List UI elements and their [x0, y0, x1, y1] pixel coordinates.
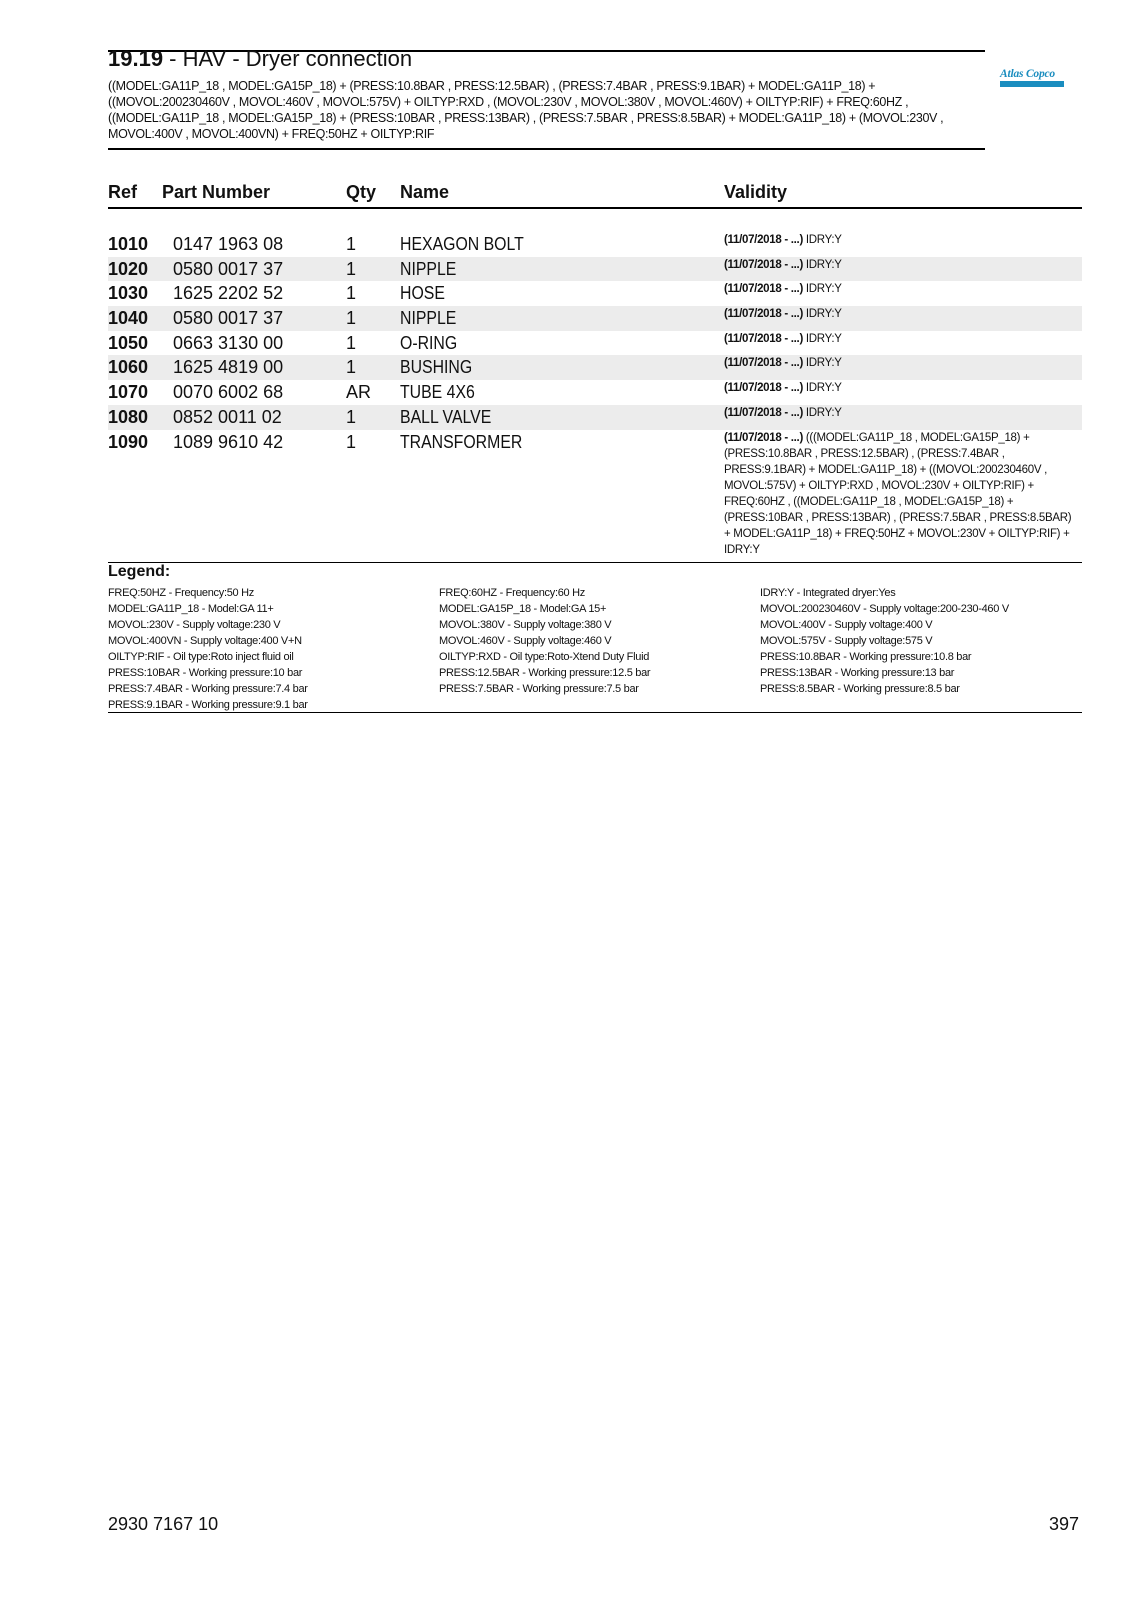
validity-text: IDRY:Y [805, 234, 842, 246]
legend-item: PRESS:7.5BAR - Working pressure:7.5 bar [439, 683, 639, 695]
col-header-validity: Validity [724, 182, 788, 202]
table-row [108, 306, 1082, 331]
legend-item: PRESS:7.4BAR - Working pressure:7.4 bar [108, 683, 308, 695]
parts-table [108, 232, 1082, 558]
row-part-number: 1625 4819 00 [173, 357, 284, 378]
row-ref: 1050 [108, 332, 149, 353]
legend-item: MODEL:GA11P_18 - Model:GA 11+ [108, 603, 274, 615]
table-row [108, 380, 1082, 405]
legend-item: PRESS:10.8BAR - Working pressure:10.8 bar [760, 651, 972, 663]
col-header-qty: Qty [346, 182, 377, 202]
row-qty: 1 [346, 258, 357, 279]
row-ref: 1080 [108, 406, 149, 427]
row-qty: 1 [346, 431, 357, 452]
section-number: 19.19 [108, 46, 164, 71]
row-validity [724, 405, 1076, 421]
section-title [108, 47, 412, 71]
legend-column-2 [439, 585, 650, 697]
row-part-number: 0580 0017 37 [173, 258, 284, 279]
row-qty: 1 [346, 357, 357, 378]
row-name: O-RING [400, 332, 458, 353]
legend-item: MOVOL:460V - Supply voltage:460 V [439, 635, 612, 647]
row-name: TUBE 4X6 [400, 382, 475, 403]
legend-item: MOVOL:575V - Supply voltage:575 V [760, 635, 933, 647]
legend-item: MOVOL:230V - Supply voltage:230 V [108, 619, 281, 631]
legend-item: PRESS:9.1BAR - Working pressure:9.1 bar [108, 699, 308, 711]
legend-item: PRESS:12.5BAR - Working pressure:12.5 bar [439, 667, 651, 679]
validity-text: IDRY:Y [805, 406, 842, 419]
row-name: NIPPLE [400, 308, 457, 329]
validity-date: (11/07/2018 - ...) [724, 283, 803, 296]
legend-bottom-rule [108, 712, 1082, 713]
table-row [108, 232, 1082, 257]
row-name: BALL VALVE [400, 406, 492, 427]
validity-date: (11/07/2018 - ...) [724, 357, 803, 370]
table-row [108, 355, 1082, 380]
col-header-part-number: Part Number [162, 182, 271, 202]
header-bottom-rule [108, 148, 985, 150]
validity-text: IDRY:Y [805, 258, 842, 271]
legend-item: MOVOL:200230460V - Supply voltage:200-230-460 V [760, 603, 1009, 615]
validity-date: (11/07/2018 - ...) [724, 431, 803, 444]
row-ref: 1020 [108, 258, 149, 279]
row-validity [724, 430, 1076, 558]
legend-column-3 [760, 585, 1009, 697]
logo-bar [1000, 81, 1064, 87]
row-validity [724, 380, 1076, 396]
atlas-copco-logo [1000, 68, 1064, 87]
legend-item: OILTYP:RIF - Oil type:Roto inject fluid oil [108, 651, 294, 663]
row-name: HEXAGON BOLT [400, 234, 524, 254]
legend-title: Legend: [108, 563, 171, 580]
row-validity [724, 355, 1076, 371]
row-ref: 1070 [108, 382, 149, 403]
legend-item: FREQ:50HZ - Frequency:50 Hz [108, 587, 254, 599]
section-conditions: ((MODEL:GA11P_18 , MODEL:GA15P_18) + (PRESS:10.8BAR , PRESS:12.5BAR) , (PRESS:7.4BAR , PRESS:9.1BAR) + MODEL:GA11P_18) + ((MOVOL:200230460V , MOVOL:460V , MOVOL:575V) + OILTYP:RXD , (MOVOL:230V , MOVOL:380V , MOVOL:460V) + OILTYP:RIF) + FREQ:60HZ , ((MODEL:GA11P_18 , MODEL:GA15P_18) + (PRESS:10BAR , PRESS:13BAR) , (PRESS:7.5BAR , PRESS:8.5BAR) + MODEL:GA11P_18) + (MOVOL:230V , MOVOL:400V , MOVOL:400VN) + FREQ:50HZ + OILTYP:RIF [108, 79, 944, 141]
legend-item: MOVOL:380V - Supply voltage:380 V [439, 619, 612, 631]
table-row [108, 430, 1082, 558]
row-name: NIPPLE [400, 258, 457, 279]
legend-item: PRESS:10BAR - Working pressure:10 bar [108, 667, 303, 679]
table-row [108, 281, 1082, 306]
row-part-number: 0580 0017 37 [173, 308, 284, 329]
validity-text: IDRY:Y [805, 357, 842, 370]
row-validity [724, 257, 1076, 273]
logo-wordmark: Atlas Copco [1000, 68, 1055, 80]
row-qty: 1 [346, 406, 357, 427]
legend-column-1 [108, 585, 308, 713]
validity-date: (11/07/2018 - ...) [724, 332, 803, 345]
row-part-number: 0852 0011 02 [173, 406, 282, 427]
legend-item: FREQ:60HZ - Frequency:60 Hz [439, 587, 585, 599]
row-part-number: 0663 3130 00 [173, 332, 284, 353]
legend-item: MOVOL:400V - Supply voltage:400 V [760, 619, 933, 631]
row-validity [724, 281, 1076, 297]
col-header-ref: Ref [108, 182, 138, 202]
legend-top-rule [108, 562, 1082, 563]
table-header-rule [108, 207, 1082, 209]
row-name: HOSE [400, 283, 445, 304]
validity-text: IDRY:Y [805, 332, 842, 345]
row-part-number: 0070 6002 68 [173, 382, 284, 403]
validity-text: IDRY:Y [805, 308, 842, 321]
legend-item: IDRY:Y - Integrated dryer:Yes [760, 587, 896, 599]
legend-item: OILTYP:RXD - Oil type:Roto-Xtend Duty Fluid [439, 651, 650, 663]
document-number: 2930 7167 10 [108, 1514, 219, 1534]
validity-text: IDRY:Y [805, 382, 842, 395]
validity-date: (11/07/2018 - ...) [724, 406, 803, 419]
col-header-name: Name [400, 182, 450, 202]
row-qty: 1 [346, 332, 357, 353]
row-ref: 1030 [108, 283, 149, 304]
row-qty: 1 [346, 308, 357, 329]
table-row [108, 331, 1082, 356]
table-row [108, 257, 1082, 282]
row-validity [724, 306, 1076, 322]
page-number: 397 [1049, 1514, 1080, 1534]
row-part-number: 1089 9610 42 [173, 431, 284, 452]
validity-date: (11/07/2018 - ...) [724, 234, 803, 246]
row-qty: 1 [346, 234, 357, 254]
validity-date: (11/07/2018 - ...) [724, 258, 803, 271]
table-row [108, 405, 1082, 430]
row-ref: 1040 [108, 308, 149, 329]
validity-date: (11/07/2018 - ...) [724, 308, 803, 321]
row-ref: 1060 [108, 357, 149, 378]
legend-item: PRESS:8.5BAR - Working pressure:8.5 bar [760, 683, 960, 695]
row-validity [724, 331, 1076, 347]
legend-item: MOVOL:400VN - Supply voltage:400 V+N [108, 635, 302, 647]
row-ref: 1010 [108, 234, 149, 254]
validity-text: IDRY:Y [805, 283, 842, 296]
row-name: BUSHING [400, 357, 473, 378]
row-part-number: 1625 2202 52 [173, 283, 284, 304]
validity-date: (11/07/2018 - ...) [724, 382, 803, 395]
legend-item: MODEL:GA15P_18 - Model:GA 15+ [439, 603, 607, 615]
row-name: TRANSFORMER [400, 431, 523, 452]
row-validity [724, 232, 1076, 248]
validity-text: (((MODEL:GA11P_18 , MODEL:GA15P_18) + (PRESS:10.8BAR , PRESS:12.5BAR) , (PRESS:7.4BAR , PRESS:9.1BAR) + MODEL:GA11P_18) + ((MOVOL:200230460V , MOVOL:575V) + OILTYP:RXD , MOVOL:230V + OILTYP:RIF) + FREQ:60HZ , ((MODEL:GA11P_18 , MODEL:GA15P_18) + (PRESS:10BAR , PRESS:13BAR) , (PRESS:7.5BAR , PRESS:8.5BAR) + MODEL:GA11P_18) + FREQ:50HZ + MOVOL:230V + OILTYP:RIF) + IDRY:Y [724, 431, 1072, 556]
section-title-text: - HAV - Dryer connection [163, 46, 413, 71]
row-qty: AR [346, 382, 372, 403]
row-qty: 1 [346, 283, 357, 304]
row-part-number: 0147 1963 08 [173, 234, 284, 254]
row-ref: 1090 [108, 431, 149, 452]
legend-item: PRESS:13BAR - Working pressure:13 bar [760, 667, 955, 679]
